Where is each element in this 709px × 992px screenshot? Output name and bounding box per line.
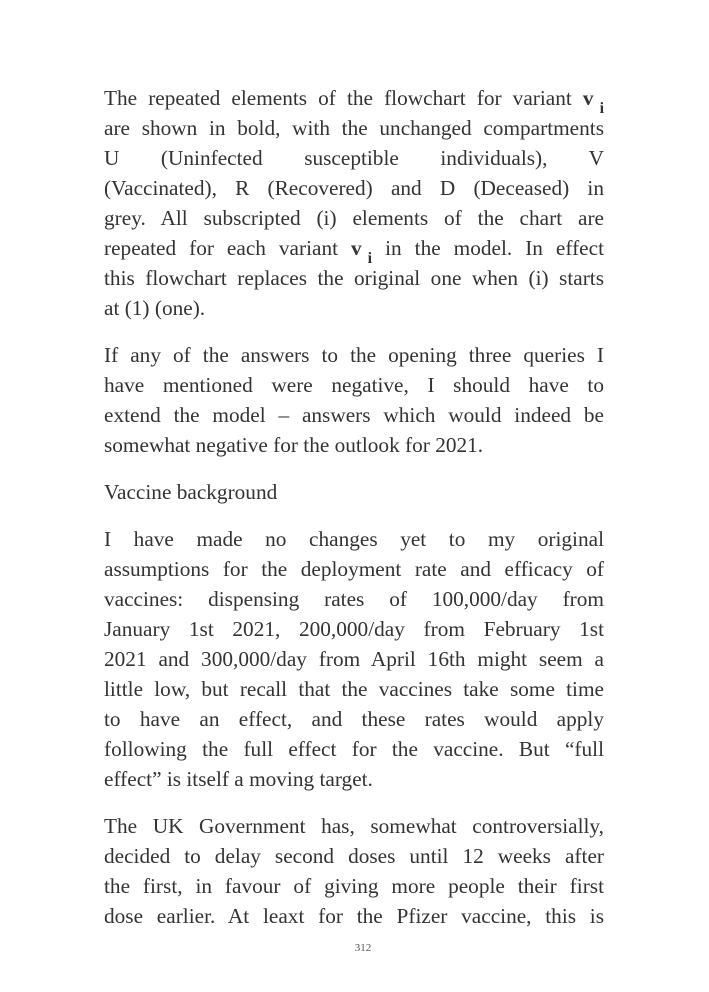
text-line: grey. All subscripted (i) elements of the chart are bbox=[104, 206, 604, 230]
paragraph-flowchart bbox=[104, 83, 604, 323]
text-line: 2021 and 300,000/day from April 16th might seem a bbox=[104, 647, 604, 671]
text-line: are shown in bold, with the unchanged compartments bbox=[104, 116, 604, 140]
text-line: to have an effect, and these rates would apply bbox=[104, 707, 604, 731]
text-line: The UK Government has, somewhat controversially, bbox=[104, 814, 604, 838]
text-line: dose earlier. At leaxt for the Pfizer vaccine, this is bbox=[104, 904, 604, 928]
text-line: effect” is itself a moving target. bbox=[104, 767, 373, 791]
paragraph-assumptions bbox=[104, 524, 604, 794]
page-number: 312 bbox=[354, 942, 372, 954]
text-line: assumptions for the deployment rate and efficacy of bbox=[104, 557, 604, 581]
text-line: vaccines: dispensing rates of 100,000/day from bbox=[104, 587, 604, 611]
text-line: the first, in favour of giving more people their first bbox=[104, 874, 604, 898]
text-line: I have made no changes yet to my original bbox=[104, 527, 604, 551]
section-heading bbox=[104, 477, 604, 507]
text-line: little low, but recall that the vaccines take some time bbox=[104, 677, 604, 701]
text-line: (Vaccinated), R (Recovered) and D (Deceased) in bbox=[104, 176, 604, 200]
text-line: this flowchart replaces the original one when (i) starts bbox=[104, 266, 604, 290]
text-line: at (1) (one). bbox=[104, 296, 206, 320]
text-line: U (Uninfected susceptible individuals), V bbox=[104, 146, 604, 170]
text-line: somewhat negative for the outlook for 2021. bbox=[104, 433, 484, 457]
text-line: If any of the answers to the opening three queries I bbox=[104, 343, 604, 367]
text-line: decided to delay second doses until 12 weeks after bbox=[104, 844, 604, 868]
text-line: following the full effect for the vaccine. But “full bbox=[104, 737, 604, 761]
paragraph-uk-government bbox=[104, 811, 604, 931]
text-line: repeated for each variant v $_i$ in the model. In effect bbox=[104, 236, 604, 267]
text-line: The repeated elements of the flowchart for variant v $_i$ bbox=[104, 86, 605, 117]
heading-vaccine-background: Vaccine background bbox=[104, 480, 278, 504]
paragraph-queries bbox=[104, 340, 604, 460]
text-line: have mentioned were negative, I should have to bbox=[104, 373, 604, 397]
page-body bbox=[104, 83, 604, 948]
text-line: extend the model – answers which would indeed be bbox=[104, 403, 604, 427]
text-line: January 1st 2021, 200,000/day from February 1st bbox=[104, 617, 604, 641]
